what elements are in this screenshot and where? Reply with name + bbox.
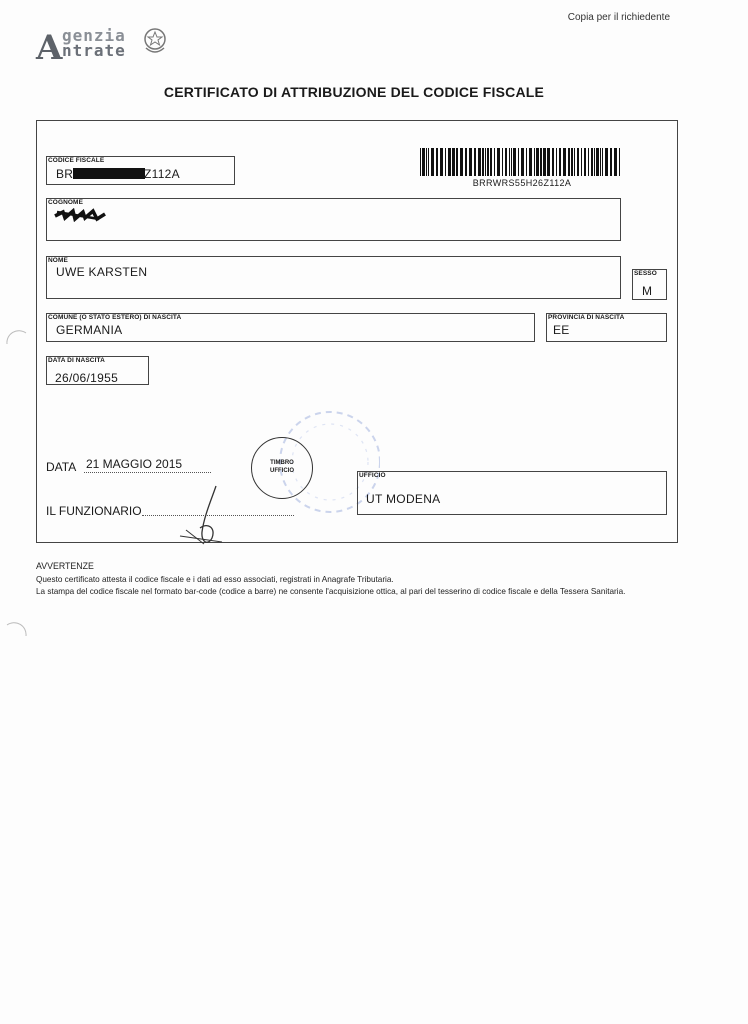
barcode-bar (521, 148, 524, 176)
barcode-bar (485, 148, 486, 176)
avvertenze-line-1: Questo certificato attesta il codice fiscale e i dati ad esso associati, registrati in Anagrafe Tributaria. (36, 575, 394, 584)
barcode-bar (497, 148, 500, 176)
barcode-bar (487, 148, 489, 176)
barcode-bar (591, 148, 593, 176)
codice-fiscale-value-end: Z112A (144, 167, 180, 181)
logo-line-1: genzia (62, 26, 126, 45)
barcode-bar (547, 148, 550, 176)
barcode-bar (505, 148, 507, 176)
barcode-bar (478, 148, 481, 176)
sesso-value: M (642, 284, 653, 298)
barcode-bar (556, 148, 557, 176)
barcode-bar (456, 148, 458, 176)
cognome-field (46, 198, 621, 241)
barcode-bar (428, 148, 429, 176)
barcode-bar (588, 148, 589, 176)
barcode-bar (571, 148, 573, 176)
timbro-line-2: UFFICIO (270, 468, 294, 474)
provincia-nascita-value: EE (553, 323, 570, 337)
barcode-bar (605, 148, 608, 176)
logo-initial: A (36, 28, 63, 68)
barcode-bar (422, 148, 425, 176)
barcode-bar (490, 148, 492, 176)
ufficio-label: UFFICIO (359, 472, 386, 479)
barcode-bar (610, 148, 612, 176)
barcode-bar (513, 148, 516, 176)
timbro-ufficio-circle (251, 437, 313, 499)
barcode-bar (502, 148, 503, 176)
barcode-bar (594, 148, 595, 176)
funzionario-label: IL FUNZIONARIO (46, 504, 142, 518)
copy-note: Copia per il richiedente (567, 12, 670, 23)
nome-value: UWE KARSTEN (56, 265, 148, 279)
barcode-bar (465, 148, 467, 176)
barcode-bar (529, 148, 532, 176)
barcode-bar (509, 148, 510, 176)
avvertenze-heading: AVVERTENZE (36, 561, 94, 571)
logo-line-2: ntrate (62, 41, 126, 60)
barcode-bar (426, 148, 427, 176)
comune-nascita-label: COMUNE (O STATO ESTERO) DI NASCITA (48, 314, 182, 321)
signature (176, 482, 236, 550)
barcode-bar (574, 148, 575, 176)
cognome-label: COGNOME (48, 199, 84, 206)
ufficio-value: UT MODENA (366, 492, 441, 506)
data-value: 21 MAGGIO 2015 (86, 457, 183, 471)
barcode-bar (614, 148, 617, 176)
barcode-text: BRRWRS55H26Z112A (472, 178, 572, 188)
barcode-bar (436, 148, 438, 176)
comune-nascita-field (46, 313, 535, 342)
cognome-scribble-redaction (53, 208, 111, 222)
data-nascita-value: 26/06/1955 (55, 371, 119, 385)
republic-emblem-icon (142, 26, 168, 56)
barcode-bar (445, 148, 446, 176)
barcode-bar (440, 148, 443, 176)
barcode-bar (602, 148, 603, 176)
provincia-nascita-field (546, 313, 667, 342)
barcode-bar (543, 148, 546, 176)
data-nascita-field (46, 356, 149, 385)
barcode-bar (534, 148, 535, 176)
barcode-bar (581, 148, 582, 176)
avvertenze-section (36, 560, 625, 598)
barcode-bar (452, 148, 455, 176)
barcode-bar (448, 148, 451, 176)
data-nascita-label: DATA DI NASCITA (48, 357, 105, 364)
avvertenze-line-2: La stampa del codice fiscale nel formato bar-code (codice a barre) ne consente l'acquisizione ottica, al pari del tesserino di codice fiscale e della Tessera Sanitaria. (36, 587, 626, 596)
scan-hole-mark (4, 622, 30, 642)
barcode-bar (568, 148, 570, 176)
barcode-bar (563, 148, 566, 176)
page-title: CERTIFICATO DI ATTRIBUZIONE DEL CODICE FISCALE (163, 84, 545, 100)
agenzia-entrate-logo (36, 26, 171, 68)
redaction-bar (73, 168, 145, 179)
barcode-bar (552, 148, 554, 176)
codice-fiscale-field (46, 156, 235, 185)
nome-label: NOME (48, 257, 68, 264)
barcode-bar (420, 148, 421, 176)
barcode-bar (584, 148, 586, 176)
barcode-bar (536, 148, 539, 176)
barcode-bar (474, 148, 476, 176)
barcode-bar (460, 148, 463, 176)
barcode-bar (431, 148, 434, 176)
barcode (420, 148, 624, 176)
barcode-bar (518, 148, 519, 176)
barcode-bar (619, 148, 620, 176)
provincia-nascita-label: PROVINCIA DI NASCITA (548, 314, 625, 321)
codice-fiscale-label: CODICE FISCALE (48, 157, 105, 164)
nome-field (46, 256, 621, 299)
barcode-bar (600, 148, 601, 176)
ufficio-field (357, 471, 667, 515)
data-dotted-line (84, 472, 211, 473)
codice-fiscale-value-start: BR (56, 167, 74, 181)
timbro-line-1: TIMBRO (270, 460, 294, 466)
barcode-bar (511, 148, 512, 176)
scan-hole-mark (4, 330, 30, 350)
barcode-bar (559, 148, 561, 176)
barcode-bar (540, 148, 542, 176)
barcode-bar (577, 148, 579, 176)
barcode-bar (494, 148, 495, 176)
sesso-field (632, 269, 667, 300)
data-label: DATA (46, 460, 77, 474)
barcode-bar (482, 148, 484, 176)
barcode-bar (596, 148, 599, 176)
barcode-bar (526, 148, 527, 176)
sesso-label: SESSO (634, 270, 657, 277)
comune-nascita-value: GERMANIA (56, 323, 123, 337)
barcode-bar (469, 148, 472, 176)
